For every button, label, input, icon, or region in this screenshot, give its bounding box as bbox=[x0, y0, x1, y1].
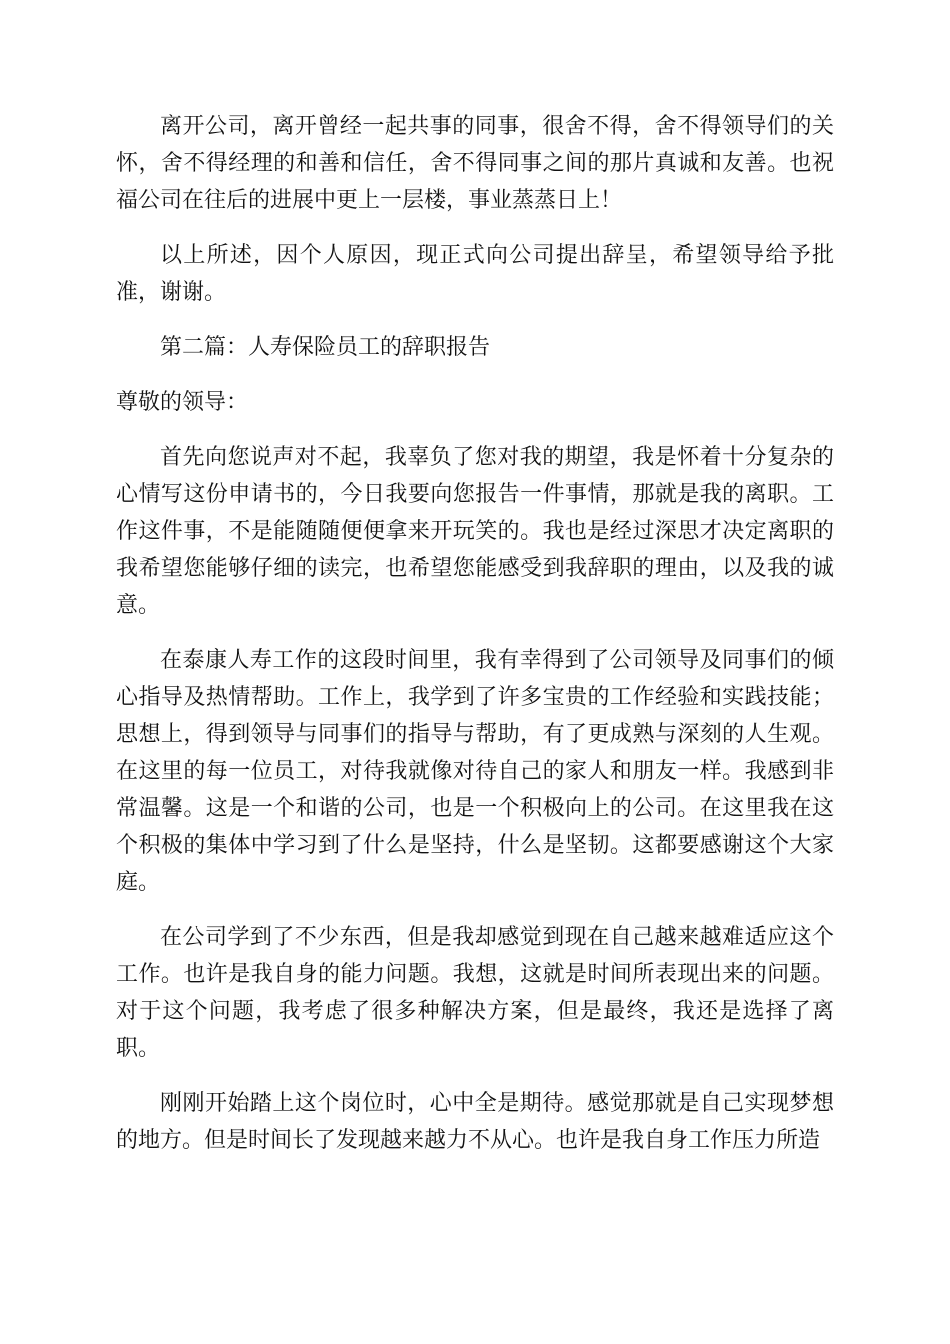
section-title: 第二篇：人寿保险员工的辞职报告 bbox=[160, 335, 491, 360]
paragraph-apology: 首先向您说声对不起，我辜负了您对我的期望，我是怀着十分复杂的心情写这份申请书的，今日我要向您报告一件事情，那就是我的离职。工作这件事，不是能随随便便拿来开玩笑的。我也是经过深思才决定离职的我希望您能够仔细的读完，也希望您能感受到我辞职的理由，以及我的诚意。 bbox=[116, 445, 834, 618]
document-body bbox=[116, 108, 834, 1177]
salutation: 尊敬的领导： bbox=[116, 390, 249, 415]
paragraph-farewell: 离开公司，离开曾经一起共事的同事，很舍不得，舍不得领导们的关怀，舍不得经理的和善和信任，舍不得同事之间的那片真诚和友善。也祝福公司在往后的进展中更上一层楼，事业蒸蒸日上！ bbox=[116, 114, 834, 213]
paragraph-resignation-request: 以上所述，因个人原因，现正式向公司提出辞呈，希望领导给予批准，谢谢。 bbox=[116, 243, 834, 305]
paragraph-adaptation: 在公司学到了不少东西，但是我却感觉到现在自己越来越难适应这个工作。也许是我自身的能力问题。我想，这就是时间所表现出来的问题。对于这个问题，我考虑了很多种解决方案，但是最终，我还是选择了离职。 bbox=[116, 925, 834, 1061]
paragraph-gratitude: 在泰康人寿工作的这段时间里，我有幸得到了公司领导及同事们的倾心指导及热情帮助。工作上，我学到了许多宝贵的工作经验和实践技能；思想上，得到领导与同事们的指导与帮助，有了更成熟与深刻的人生观。在这里的每一位员工，对待我就像对待自己的家人和朋友一样。我感到非常温馨。这是一个和谐的公司，也是一个积极向上的公司。在这里我在这个积极的集体中学习到了什么是坚持，什么是坚韧。这都要感谢这个大家庭。 bbox=[116, 648, 834, 895]
paragraph-pressure: 刚刚开始踏上这个岗位时，心中全是期待。感觉那就是自己实现梦想的地方。但是时间长了发现越来越力不从心。也许是我自身工作压力所造 bbox=[116, 1091, 834, 1153]
